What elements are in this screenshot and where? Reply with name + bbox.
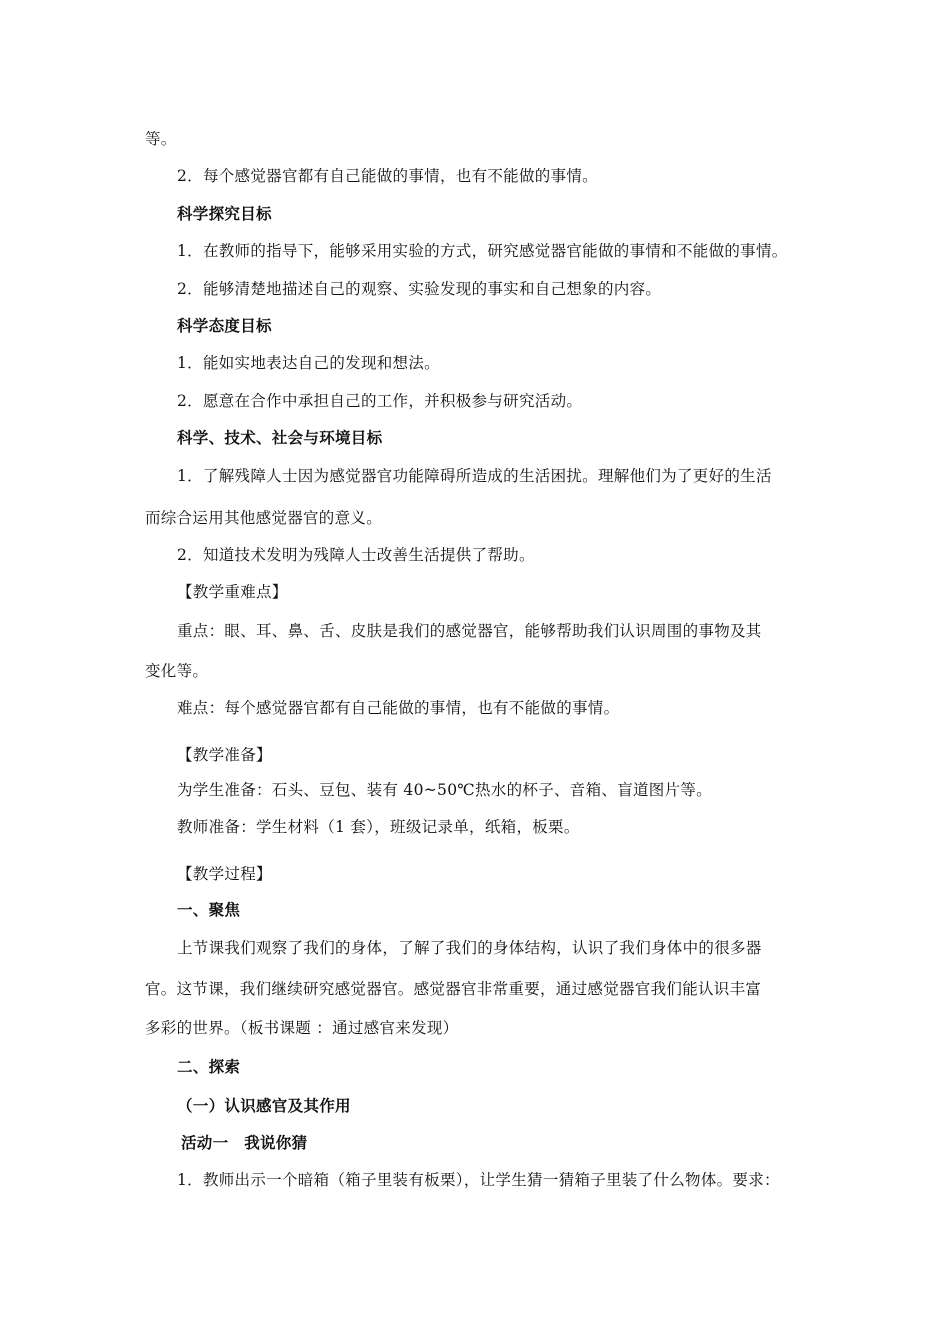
text-line: 2．知道技术发明为残障人士改善生活提供了帮助。 — [177, 546, 535, 564]
text-line: 2．每个感觉器官都有自己能做的事情，也有不能做的事情。 — [177, 167, 598, 185]
section-heading: 活动一 我说你猜 — [181, 1133, 308, 1152]
section-heading: 二、探索 — [177, 1057, 241, 1076]
section-heading: （一）认识感官及其作用 — [177, 1096, 351, 1115]
section-heading: 【教学准备】 — [177, 746, 272, 764]
section-heading: 科学、技术、社会与环境目标 — [177, 428, 383, 447]
section-heading: 【教学过程】 — [177, 865, 272, 883]
text-line: 2．能够清楚地描述自己的观察、实验发现的事实和自己想象的内容。 — [177, 280, 662, 298]
text-line: 官。这节课，我们继续研究感觉器官。感觉器官非常重要，通过感觉器官我们能认识丰富 — [145, 980, 762, 998]
text-line: 1．能如实地表达自己的发现和想法。 — [177, 354, 440, 372]
text-line: 为学生准备：石头、豆包、装有 40~50℃热水的杯子、音箱、盲道图片等。 — [177, 781, 713, 799]
section-heading: 科学态度目标 — [177, 316, 272, 335]
text-line: 多彩的世界。（板书课题 ：通过感官来发现） — [145, 1019, 459, 1037]
section-heading: 科学探究目标 — [177, 204, 272, 223]
text-line: 1．教师出示一个暗箱（箱子里装有板栗），让学生猜一猜箱子里装了什么物体。要求： — [177, 1171, 780, 1189]
section-heading: 一、聚焦 — [177, 900, 241, 919]
text-line: 2．愿意在合作中承担自己的工作，并积极参与研究活动。 — [177, 392, 583, 410]
text-line: 教师准备：学生材料（1 套），班级记录单，纸箱，板栗。 — [177, 818, 580, 836]
text-line: 变化等。 — [145, 662, 209, 680]
text-line: 1．了解残障人士因为感觉器官功能障碍所造成的生活困扰。理解他们为了更好的生活 — [177, 467, 772, 485]
text-line: 上节课我们观察了我们的身体，了解了我们的身体结构，认识了我们身体中的很多器 — [177, 939, 762, 957]
text-line: 重点：眼、耳、鼻、舌、皮肤是我们的感觉器官，能够帮助我们认识周围的事物及其 — [177, 622, 762, 640]
text-line: 等。 — [145, 130, 177, 148]
text-line: 而综合运用其他感觉器官的意义。 — [145, 509, 383, 527]
section-heading: 【教学重难点】 — [177, 583, 288, 601]
text-line: 1．在教师的指导下，能够采用实验的方式，研究感觉器官能做的事情和不能做的事情。 — [177, 242, 788, 260]
text-line: 难点：每个感觉器官都有自己能做的事情，也有不能做的事情。 — [177, 699, 620, 717]
